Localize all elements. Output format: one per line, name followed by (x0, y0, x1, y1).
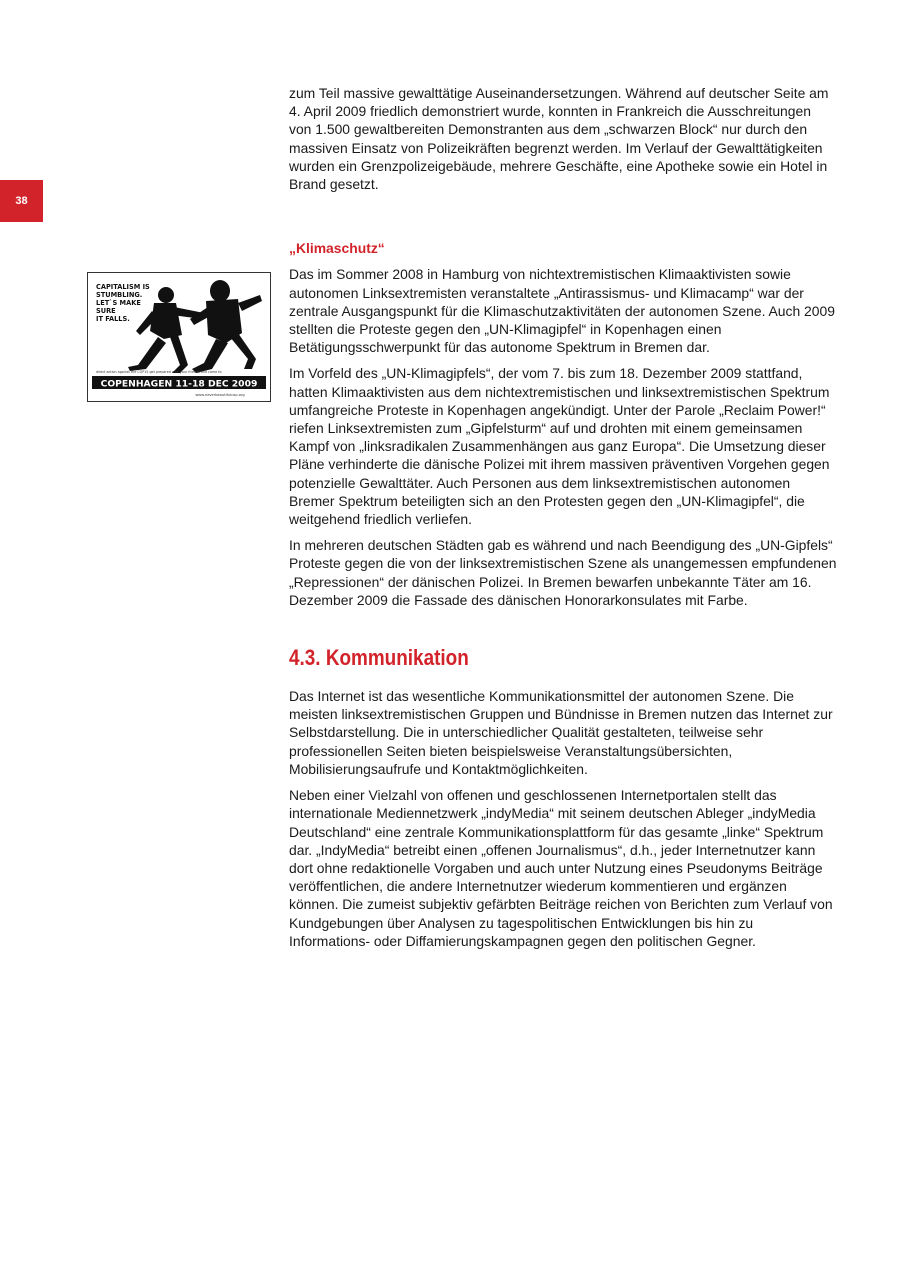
klimaschutz-paragraph: Im Vorfeld des „UN-Klimagipfels“, der vom 7. bis zum 18. Dezember 2009 stattfand, hatten Klimaaktivisten aus dem nichtextremistischen und linksextremistischen Spektrum umfangreiche Proteste in Kopenhagen angekündigt. Unter der Parole „Reclaim Power!“ riefen Linksextremisten zum „Gipfelsturm“ auf und drohten mit einem gemeinsamen Kampf von „linksradikalen Zusammenhängen aus ganz Europa“. Die Umsetzung dieser Pläne verhinderte die dänische Polizei mit ihrem massiven präventiven Vorgehen gegen potenzielle Gewalttäter. Auch Personen aus dem linksextremistischen autonomen Bremer Spektrum beteiligten sich an den Protesten gegen den „UN-Klimagipfel“, die weitgehend friedlich verliefen. (289, 365, 830, 528)
klimaschutz-paragraph: In mehreren deutschen Städten gab es während und nach Beendigung des „UN-Gipfels“ Proteste gegen die von der linksextremistischen Szene als unangemessen empfundenen „Repressionen“ der dänischen Polizei. In Bremen bewarfen unbekannte Täter am 16. Dezember 2009 die Fassade des dänischen Honorarkonsulates mit Farbe. (289, 537, 837, 608)
poster-banner: COPENHAGEN 11-18 DEC 2009 (100, 378, 258, 390)
poster-artwork (88, 273, 270, 401)
poster-slogan-line: SURE (96, 307, 116, 315)
poster-slogan-line: STUMBLING. (96, 291, 143, 299)
klimaschutz-paragraph: Das im Sommer 2008 in Hamburg von nichtextremistischen Klimaaktivisten sowie autonomen Linksextremisten veranstaltete „Antirassismus- und Klimacamp“ war der zentrale Ausgangspunkt für die Klimaschutzaktivitäten der autonomen Szene. Auch 2009 stellten die Proteste gegen den „UN-Klimagipfel“ in Kopenhagen einen Betätigungsschwerpunkt für das autonome Spektrum in Bremen dar. (289, 266, 835, 356)
klimaschutz-heading: „Klimaschutz“ (289, 240, 385, 257)
page-number: 38 (15, 195, 28, 207)
kommunikation-paragraph: Das Internet ist das wesentliche Kommunikationsmittel der autonomen Szene. Die meisten linksextremistischen Gruppen und Bündnisse in Bremen nutzen das Internet zur Selbstdarstellung. Die in unterschiedlicher Qualität gestalteten, teilweise sehr professionellen Seiten bieten beispielsweise Veranstaltungsübersichten, Mobilisierungsaufrufe und Kontaktmöglichkeiten. (289, 688, 833, 777)
poster-slogan-line: IT FALLS. (96, 315, 130, 323)
main-text-column (289, 84, 837, 958)
intro-paragraph: zum Teil massive gewalttätige Auseinandersetzungen. Während auf deutscher Seite am 4. April 2009 friedlich demonstriert wurde, konnten in Frankreich die Ausschreitungen von 1.500 gewaltbereiten Demonstranten aus dem „schwarzen Block“ nur durch den massiven Einsatz von Polizeikräften begrenzt werden. Im Verlauf der Gewalttätigkeiten wurden ein Grenzpolizeigebäude, mehrere Geschäfte, eine Apotheke sowie ein Hotel in Brand gesetzt. (289, 85, 829, 193)
kommunikation-heading: 4.3. Kommunikation (289, 645, 469, 671)
page-number-tab (0, 180, 43, 222)
copenhagen-protest-poster (87, 272, 271, 402)
kommunikation-paragraph: Neben einer Vielzahl von offenen und geschlossenen Internetportalen stellt das internationale Mediennetzwerk „indyMedia“ mit seinem deutschen Ableger „indyMedia Deutschland“ eine zentrale Kommunikationsplattform für das gesamte „linke“ Spektrum dar. „IndyMedia“ betreibt einen „offenen Journalismus“, d.h., jeder Internetnutzer kann dort ohne redaktionelle Vorgaben und auch unter Nutzung eines Pseudonyms Beiträge veröffentlichen, die andere Internetnutzer wiederum kommentieren und ergänzen können. Die zumeist subjektiv gefärbten Beiträge reichen von Berichten zum Verlauf von Kundgebungen über Analysen zu tagespolitischen Entwicklungen bis hin zu Informations- oder Diffamierungskampagnen gegen den politischen Gegner. (289, 787, 833, 949)
poster-url: www.neverbeautifulcop.org (195, 393, 245, 397)
poster-slogan-line: LET`S MAKE (96, 299, 141, 307)
poster-small-text: direct action against the COP15 get prepared with your friends and come to (96, 370, 222, 374)
poster-slogan-line: CAPITALISM IS (96, 283, 150, 291)
